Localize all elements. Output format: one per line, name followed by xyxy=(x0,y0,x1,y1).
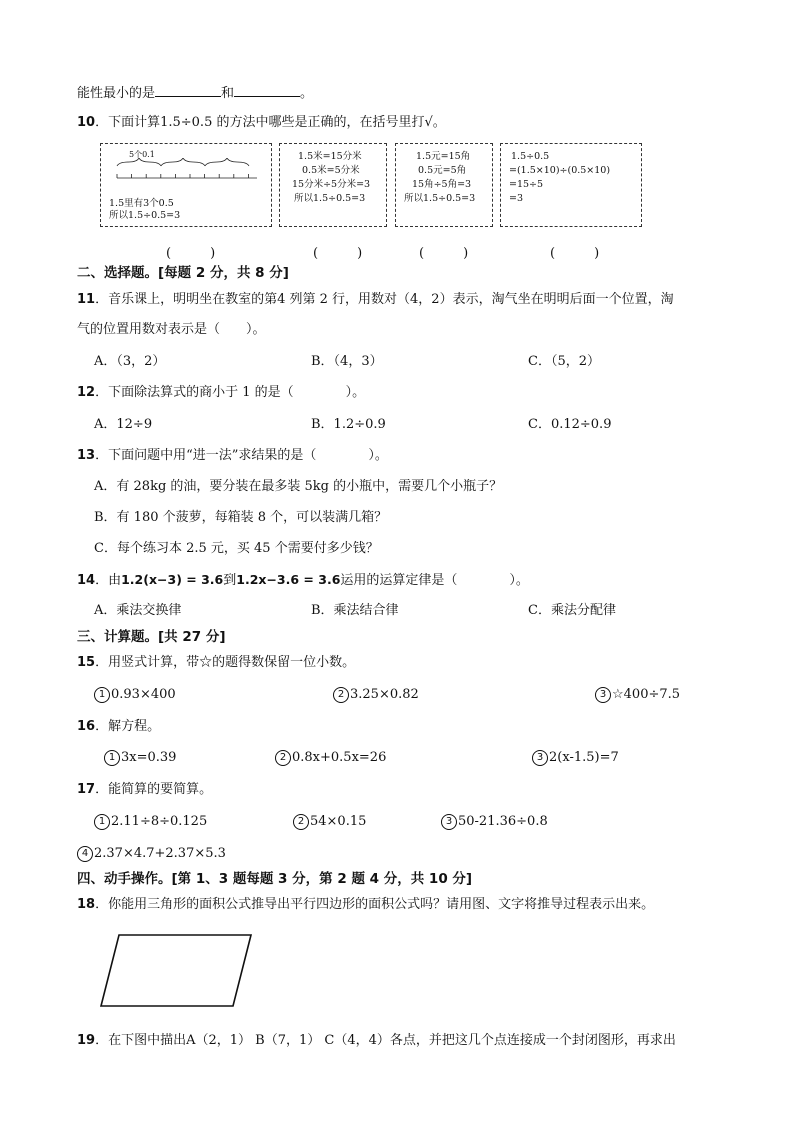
option-11-b[interactable]: B．（4，3） xyxy=(311,354,383,369)
option-14-b[interactable]: B．乘法结合律 xyxy=(311,603,399,618)
equation-2: 1.2x−3.6 = 3.6 xyxy=(236,572,341,587)
method-box-2: 1.5米=15分米 0.5米=5分米 15分米÷5分米=3 所以1.5÷0.5=3 xyxy=(279,143,387,227)
circled-number: 3 xyxy=(595,687,611,703)
calc-15-2: 2 3.25×0.82 xyxy=(333,686,419,704)
calc-17-2: 2 54×0.15 xyxy=(293,813,366,831)
method-box-4: 1.5÷0.5 =(1.5×10)÷(0.5×10) =15÷5 =3 xyxy=(500,143,642,227)
option-12-c[interactable]: C．0.12÷0.9 xyxy=(528,417,612,432)
question-15: 15．用竖式计算，带☆的题得数保留一位小数。 xyxy=(77,655,356,670)
question-18: 18．你能用三角形的面积公式推导出平行四边形的面积公式吗？请用图、文字将推导过程表示出来。 xyxy=(77,897,655,912)
equation-16-2: 2 0.8x+0.5x=26 xyxy=(275,749,386,767)
equation-1: 1.2(x−3) = 3.6 xyxy=(121,572,224,587)
option-14-a[interactable]: A．乘法交换律 xyxy=(94,603,182,618)
option-13-a[interactable]: A．有 28kg 的油，要分装在最多装 5kg 的小瓶中，需要几个小瓶子？ xyxy=(94,479,503,494)
answer-blank[interactable] xyxy=(155,82,221,97)
circled-number: 3 xyxy=(532,750,548,766)
option-12-b[interactable]: B．1.2÷0.9 xyxy=(311,417,386,432)
circled-number: 2 xyxy=(293,814,309,830)
number-line-diagram xyxy=(113,158,263,188)
option-11-c[interactable]: C．（5，2） xyxy=(528,354,600,369)
question-13: 13．下面问题中用“进一法”求结果的是（ ）。 xyxy=(77,448,388,463)
answer-paren-2[interactable]: ( ) xyxy=(313,246,363,261)
calc-15-3: 3 ☆400÷7.5 xyxy=(595,686,680,704)
question-11: 11．音乐课上，明明坐在教室的第4 列第 2 行，用数对（4，2）表示，淘气坐在明明后面一个位置，淘 xyxy=(77,292,674,307)
circled-number: 2 xyxy=(333,687,349,703)
option-14-c[interactable]: C．乘法分配律 xyxy=(528,603,616,618)
method-box-1: 5个0.1 1.5里有3个0.5 所以1.5÷0.5=3 xyxy=(100,143,272,227)
parallelogram-figure xyxy=(98,932,258,1012)
calc-17-1: 1 2.11÷8÷0.125 xyxy=(94,813,207,831)
section-title-2: 二、选择题。[每题 2 分，共 8 分] xyxy=(77,265,289,281)
calc-17-3: 3 50-21.36÷0.8 xyxy=(441,813,548,831)
option-13-b[interactable]: B．有 180 个菠萝，每箱装 8 个，可以装满几箱？ xyxy=(94,510,388,525)
circled-number: 2 xyxy=(275,750,291,766)
answer-paren-3[interactable]: ( ) xyxy=(419,246,469,261)
answer-blank[interactable] xyxy=(234,82,300,97)
carryover-line: 能性最小的是 和 。 xyxy=(77,82,313,103)
calc-15-1: 1 0.93×400 xyxy=(94,686,176,704)
circled-number: 1 xyxy=(94,814,110,830)
circled-number: 4 xyxy=(77,846,93,862)
section-title-4: 四、动手操作。[第 1、3 题每题 3 分，第 2 题 4 分，共 10 分] xyxy=(77,871,473,887)
equation-16-1: 1 3x=0.39 xyxy=(104,749,176,767)
equation-16-3: 3 2(x-1.5)=7 xyxy=(532,749,619,767)
circled-number: 1 xyxy=(104,750,120,766)
question-12: 12．下面除法算式的商小于 1 的是（ ）。 xyxy=(77,385,366,400)
question-16: 16．解方程。 xyxy=(77,719,161,734)
option-13-c[interactable]: C．每个练习本 2.5 元，买 45 个需要付多少钱？ xyxy=(94,541,379,556)
question-14: 14．由1.2(x−3) = 3.6到1.2x−3.6 = 3.6运用的运算定律是（ ）。 xyxy=(77,572,529,588)
option-12-a[interactable]: A．12÷9 xyxy=(94,417,153,432)
circled-number: 3 xyxy=(441,814,457,830)
question-17: 17．能简算的要简算。 xyxy=(77,782,213,797)
option-11-a[interactable]: A．（3，2） xyxy=(94,354,166,369)
method-box-3: 1.5元=15角 0.5元=5角 15角÷5角=3 所以1.5÷0.5=3 xyxy=(395,143,493,227)
calc-17-4: 4 2.37×4.7+2.37×5.3 xyxy=(77,845,226,863)
question-10: 10．下面计算1.5÷0.5 的方法中哪些是正确的，在括号里打√。 xyxy=(77,115,446,130)
section-title-3: 三、计算题。[共 27 分] xyxy=(77,629,226,645)
question-19: 19．在下图中描出A（2，1） B（7，1） C（4，4）各点，并把这几个点连接成一个封闭图形，再求出 xyxy=(77,1033,676,1048)
answer-paren-4[interactable]: ( ) xyxy=(550,246,600,261)
answer-paren-1[interactable]: ( ) xyxy=(166,246,216,261)
circled-number: 1 xyxy=(94,687,110,703)
question-11-cont: 气的位置用数对表示是（ ）。 xyxy=(77,322,266,337)
